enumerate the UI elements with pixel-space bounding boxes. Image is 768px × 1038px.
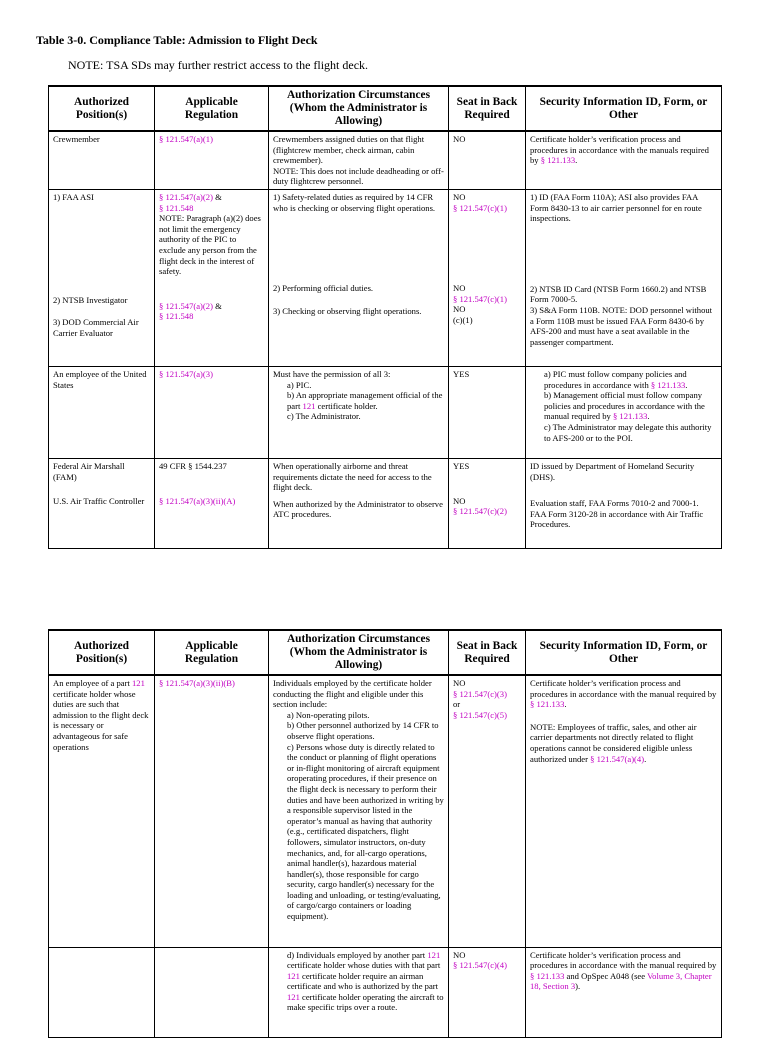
cell-security: ID issued by Department of Homeland Security (DHS). Evaluation staff, FAA Forms 7010-2 and 7000-1. FAA Form 3120-28 in accordance with Air Traffic Procedures. [526, 458, 722, 548]
regulation-link[interactable]: § 121.548 [159, 202, 194, 213]
regulation-link[interactable]: § 121.547(c)(5) [453, 709, 507, 720]
regulation-link[interactable]: § 121.548 [159, 311, 194, 322]
regulation-link[interactable]: § 121.547(a)(3) [159, 368, 213, 379]
cell-seat: NO § 121.547(c)(1) NO § 121.547(c)(1) NO (c)(1) [449, 189, 526, 366]
table-row [49, 675, 722, 947]
regulation-link[interactable]: § 121.547(c)(1) [453, 293, 507, 304]
table-row [49, 131, 722, 189]
header-authorized-positions: Authorized Position(s) [49, 86, 155, 131]
regulation-link[interactable]: § 121.133 [530, 699, 565, 710]
table-note: NOTE: TSA SDs may further restrict access to the flight deck. [68, 58, 369, 72]
cell-security: Certificate holder’s verification process and procedures in accordance with the manual required by § 121.133 and OpSpec A048 (see Volume 3, Chapter 18, Section 3). [526, 947, 722, 1037]
regulation-link[interactable]: § 121.133 [650, 379, 686, 390]
cell-circumstances: Must have the permission of all 3: a) PIC. b) An appropriate management official of the part 121 certificate holder. c) The Administrator. [269, 366, 449, 458]
cell-seat: YES [449, 366, 526, 458]
volume-link[interactable]: Volume 3, Chapter 18, Section 3 [530, 970, 712, 992]
cell-seat: NO § 121.547(c)(3) or § 121.547(c)(5) [449, 675, 526, 947]
cell-position: Federal Air Marshall (FAM) U.S. Air Traffic Controller [49, 458, 155, 548]
cell-circumstances: Individuals employed by the certificate holder conducting the flight and eligible under this section include: a) Non-operating pilots. b) Other personnel authorized by 14 CFR to observe flight operations. c) Persons whose duty is directly related to the conduct or planning of flight operations or in-flight monitoring of aircraft equipment oroperating procedures, if their presence on the flight deck is necessary to perform their duties and have been authorized in writing by a responsible supervisor listed in the operator’s manual as having that authority (e.g., certificated dispatchers, flight followers, simulator instructors, on-duty mechanics, and, for all-cargo operations, animal handler(s), hazardous material handler(s), those responsible for cargo security, cargo handler(s) necessary for the loading and unloading, or testing/evaluating, of cargo/cargo containers or loading equipment). [269, 675, 449, 947]
header-authorization-circumstances: Authorization Circumstances (Whom the Administrator is Allowing) [269, 630, 449, 675]
header-row [49, 86, 722, 131]
cell-circumstances: When operationally airborne and threat requirements dictate the need for access to the flight deck. When authorized by the Administrator to observe ATC procedures. [269, 458, 449, 548]
part-link[interactable]: 121 [302, 400, 316, 411]
header-seat-in-back: Seat in Back Required [449, 630, 526, 675]
cell-circumstances: Crewmembers assigned duties on that flight (flightcrew member, check airman, cabin crewmember). NOTE: This does not include deadheading or off-duty flightcrew personnel. [269, 131, 449, 189]
cell-seat: NO [449, 131, 526, 189]
cell-position: 1) FAA ASI 2) NTSB Investigator 3) DOD Commercial Air Carrier Evaluator [49, 189, 155, 366]
table-title: Table 3-0. Compliance Table: Admission to Flight Deck [36, 33, 318, 47]
regulation-link[interactable]: § 121.547(a)(4) [590, 753, 645, 764]
header-authorization-circumstances: Authorization Circumstances (Whom the Administrator is Allowing) [269, 86, 449, 131]
cell-security: Certificate holder’s verification process and procedures in accordance with the manual required by § 121.133. NOTE: Employees of traffic, sales, and other air carrier departments not directly related to flight operations cannot be considered eligible unless authorized under § 121.547(a)(4). [526, 675, 722, 947]
header-authorized-positions: Authorized Position(s) [49, 630, 155, 675]
cell-seat: NO § 121.547(c)(4) [449, 947, 526, 1037]
part-link[interactable]: 121 [287, 970, 300, 981]
regulation-link[interactable]: § 121.547(a)(3)(ii)(A) [159, 495, 236, 506]
header-applicable-regulation: Applicable Regulation [155, 86, 269, 131]
header-row [49, 630, 722, 675]
regulation-link[interactable]: § 121.547(a)(2) [159, 300, 213, 311]
part-link[interactable]: 121 [427, 949, 441, 960]
header-security-information: Security Information ID, Form, or Other [526, 86, 722, 131]
cell-position: An employee of a part 121 certificate holder whose duties are such that admission to the flight deck is necessary or advantageous for safe operations [49, 675, 155, 947]
compliance-table-2 [48, 629, 722, 1038]
cell-regulation: § 121.547(a)(2) & § 121.548 NOTE: Paragraph (a)(2) does not limit the emergency authority of the PIC to exclude any person from the flight deck in the interest of safety. § 121.547(a)(2) & § 121.548 [155, 189, 269, 366]
header-applicable-regulation: Applicable Regulation [155, 630, 269, 675]
header-security-information: Security Information ID, Form, or Other [526, 630, 722, 675]
part-link[interactable]: 121 [132, 678, 145, 688]
regulation-link[interactable]: § 121.133 [540, 155, 576, 166]
regulation-link[interactable]: § 121.547(a)(2) [159, 191, 213, 202]
regulation-link[interactable]: § 121.547(c)(2) [453, 506, 507, 517]
regulation-link[interactable]: § 121.547(a)(1) [159, 134, 213, 144]
table-row [49, 189, 722, 366]
cell-regulation [155, 675, 269, 947]
regulation-link[interactable]: § 121.133 [612, 411, 648, 422]
cell-security: a) PIC must follow company policies and procedures in accordance with § 121.133. b) Management official must follow company policies and procedures in accordance with the manual required by § 121.133. c) The Administrator may delegate this authority to AFS-200 or to the POI. [526, 366, 722, 458]
compliance-table-1 [48, 85, 722, 549]
regulation-link[interactable]: § 121.547(a)(3)(ii)(B) [159, 678, 235, 688]
header-seat-in-back: Seat in Back Required [449, 86, 526, 131]
cell-circumstances: d) Individuals employed by another part 121 certificate holder whose duties with that part 121 certificate holder require an airman certificate and who is authorized by the part 121 certificate holder operating the aircraft to make specific trips over a route. [269, 947, 449, 1037]
cell-position: Crewmember [49, 131, 155, 189]
cell-circumstances: 1) Safety-related duties as required by 14 CFR who is checking or observing flight operations. 2) Performing official duties. 3) Checking or observing flight operations. [269, 189, 449, 366]
cell-security: 1) ID (FAA Form 110A); ASI also provides FAA Form 8430-13 to air carrier personnel for en route inspections. 2) NTSB ID Card (NTSB Form 1660.2) and NTSB Form 7000-5. 3) S&A Form 110B. NOTE: DOD personnel without a Form 110B must be issued FAA Form 8430-6 by AFS-200 and must have a seat available in the passenger compartment. [526, 189, 722, 366]
cell-regulation: 49 CFR § 1544.237 § 121.547(a)(3)(ii)(A) [155, 458, 269, 548]
cell-regulation [155, 131, 269, 189]
table-row [49, 458, 722, 548]
regulation-link[interactable]: § 121.547(c)(1) [453, 202, 507, 213]
cell-regulation [155, 366, 269, 458]
regulation-link[interactable]: § 121.133 [530, 970, 565, 981]
table-row [49, 366, 722, 458]
part-link[interactable]: 121 [287, 991, 300, 1002]
regulation-link[interactable]: § 121.547(c)(4) [453, 960, 507, 971]
cell-seat: YES NO § 121.547(c)(2) [449, 458, 526, 548]
cell-position: An employee of the United States [49, 366, 155, 458]
cell-security: Certificate holder’s verification process and procedures in accordance with the manuals required by § 121.133. [526, 131, 722, 189]
regulation-link[interactable]: § 121.547(c)(3) [453, 688, 507, 699]
